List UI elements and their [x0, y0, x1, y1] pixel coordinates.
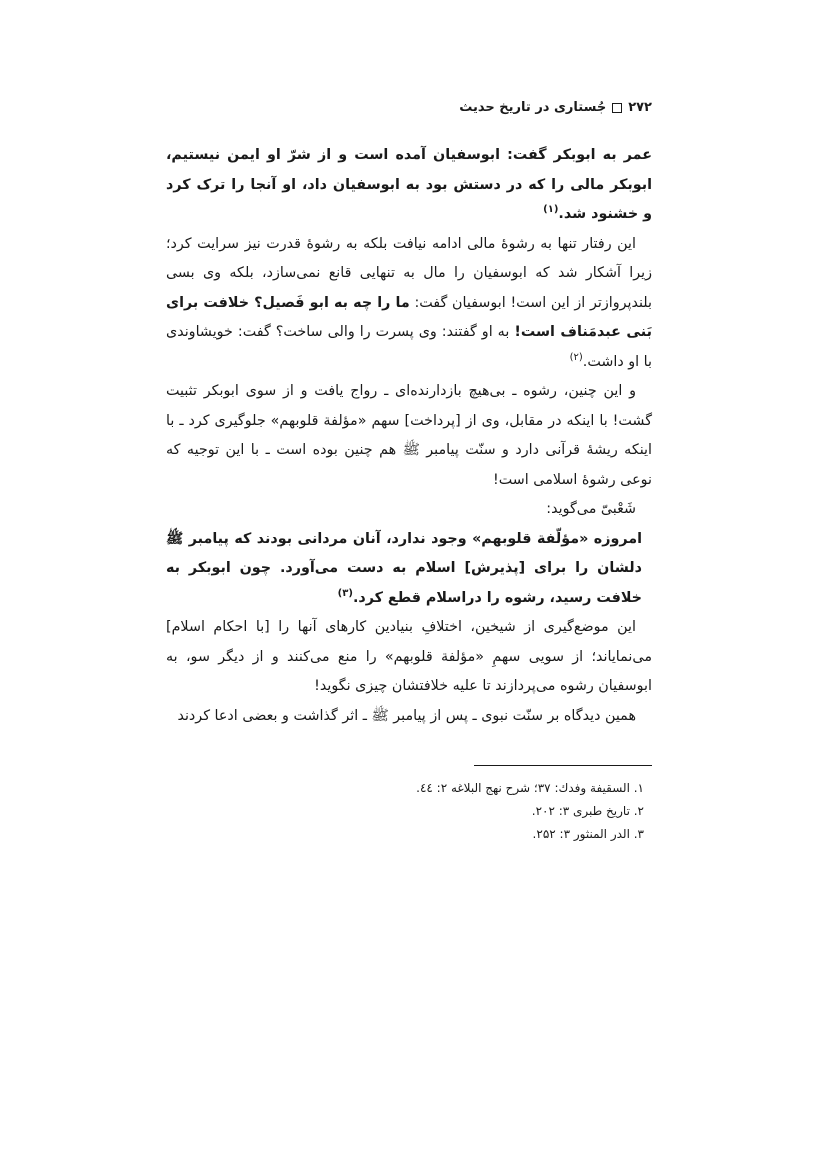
footnote-2: ۲. تاریخ طبری ۳: ۲۰۲.	[531, 804, 644, 818]
quote-paragraph-1: عمر به ابوبکر گفت: ابوسفیان آمده است و از شرّ او ایمن نیستیم، ابوبکر مالی را که در دستش بود به ابوسفیان داد، او آنجا را ترک کرد و خشنود شد.$^{(۱)}$	[166, 147, 652, 222]
quote-paragraph-5: امروزه «مؤلّفة قلوبهم» وجود ندارد، آنان مردانی بودند که پیامبر ﷺ دلشان را برای [پذیرش] اسلام به دست می‌آورد. چون ابوبکر به خلافت رسید، رشوه را دراسلام قطع کرد.$^{(۳)}$	[166, 530, 642, 606]
footnotes	[166, 777, 652, 846]
paragraph-4: شَعْبیّ می‌گوید:	[546, 501, 636, 517]
paragraph-7: همین دیدگاه بر سنّت نبوی ـ پس از پیامبر ﷺ ـ اثر گذاشت و بعضی ادعا کردند	[177, 707, 636, 724]
body-text	[166, 141, 652, 731]
paragraph-6: این موضع‌گیری از شیخین، اختلافِ بنیادین کارهای آنها را [با احکام اسلام] می‌نمایاند؛ از سویی سهمِ «مؤلفة قلوبهم» را منع می‌کنند و از دیگر سو، به ابوسفیان رشوه می‌پردازند تا علیه خلافتشان چیزی نگوید!	[166, 619, 652, 694]
footnote-divider	[474, 765, 652, 766]
running-header	[459, 100, 652, 115]
paragraph-3: و این چنین، رشوه ـ بی‌هیچ بازدارنده‌ای ـ رواج یافت و از سوی ابوبکر تثبیت گشت! با اینکه در مقابل، وی از [پرداخت] سهم «مؤلفة قلوبهم» جلوگیری کرد ـ با اینکه ریشهٔ قرآنی دارد و سنّت پیامبر ﷺ هم چنین بوده است ـ با این توجیه که نوعی رشوهٔ اسلامی است!	[166, 383, 652, 488]
square-ornament-icon	[612, 103, 622, 113]
running-title: جُستاری در تاریخ حدیث	[459, 100, 607, 115]
footnote-1: ۱. السقیفة وفدك: ۳۷؛ شرح نهج البلاغه ۲: ٤٤.	[416, 781, 644, 795]
footnote-ref-1: (۱)	[543, 204, 559, 216]
footnote-3: ۳. الدر المنثور ۳: ۲۵۲.	[532, 827, 644, 841]
paragraph-2: این رفتار تنها به رشوهٔ مالی ادامه نیافت بلکه به رشوهٔ قدرت نیز سرایت کرد؛ زیرا آشکار شد که ابوسفیان را مال به تنهایی قانع نمی‌سازد، بلکه وی بسی بلندپروازتر از این است! ابوسفیان گفت: ما را چه به ابو فَصیل؟ خلافت برای بَنی عبدمَناف است! به او گفتند: وی پسرت را والی ساخت؟ گفت: خویشاوندی با او داشت.$^{(۲)}$	[166, 235, 653, 370]
footnote-ref-3: (۳)	[337, 587, 353, 599]
footnote-ref-2: (۲)	[569, 351, 583, 363]
page-number: ۲۷۲	[628, 100, 652, 115]
